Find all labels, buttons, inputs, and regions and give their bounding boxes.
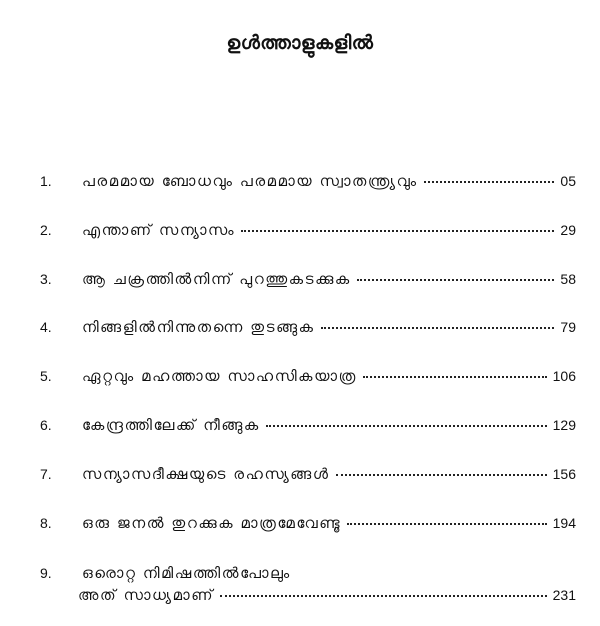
entry-title: എന്താണ് സന്യാസം [82,220,236,239]
entry-number: 8. [40,514,52,531]
page-title: ഉൾത്താളുകളിൽ [226,32,374,54]
dot-leader [336,474,547,476]
toc-entry[interactable] [40,221,576,270]
entry-title-line1: ഒരൊറ്റ നിമിഷത്തിൽപോലും [82,564,291,583]
toc-entry[interactable] [40,318,576,367]
entry-page-number: 129 [552,416,576,433]
toc-entry[interactable] [40,367,576,416]
entry-number: 4. [40,319,52,336]
entry-page-number: 79 [560,319,576,336]
entry-title: പരമമായ ബോധവും പരമമായ സ്വാതന്ത്ര്യവും [82,172,418,190]
toc-entry[interactable] [40,562,576,620]
entry-title-block [78,562,576,606]
entry-number: 7. [40,465,52,482]
entry-title-line2-row [78,584,576,606]
entry-page-number: 156 [552,465,576,482]
entry-number: 6. [40,416,52,433]
entry-title: നിങ്ങളിൽനിന്നുതന്നെ തുടങ്ങുക [82,318,315,337]
table-of-contents [40,172,576,620]
toc-entry[interactable] [40,172,576,221]
entry-number: 3. [40,270,52,287]
toc-entry[interactable] [40,416,576,465]
dot-leader [347,523,547,525]
toc-entry[interactable] [40,514,576,563]
entry-number: 1. [40,173,52,189]
dot-leader [357,279,555,281]
entry-title: ആ ചക്രത്തിൽനിന്ന് പുറത്തുകടക്കുക [82,269,351,288]
entry-title-line2: അത് സാധ്യമാണ് [78,586,215,605]
dot-leader [220,595,547,597]
entry-number: 9. [40,565,52,582]
entry-title: ഏറ്റവും മഹത്തായ സാഹസികയാത്ര [82,367,357,386]
toc-entry[interactable] [40,465,576,514]
entry-page-number: 106 [552,368,576,385]
entry-title: കേന്ദ്രത്തിലേക്ക് നീങ്ങുക [82,415,260,434]
dot-leader [241,230,554,232]
entry-number: 5. [40,368,52,385]
entry-title: സന്യാസദീക്ഷയുടെ രഹസ്യങ്ങൾ [82,464,330,483]
entry-title: ഒരു ജനൽ തുറക്കുക മാത്രമേവേണ്ടൂ [82,513,342,532]
dot-leader [363,376,547,378]
entry-page-number: 58 [560,270,576,287]
dot-leader [321,327,555,329]
entry-number: 2. [40,221,52,238]
entry-page-number: 05 [560,173,576,189]
entry-page-number: 29 [560,221,576,238]
entry-page-number: 231 [552,587,576,604]
toc-entry[interactable] [40,270,576,319]
dot-leader [424,181,555,183]
entry-page-number: 194 [552,514,576,531]
dot-leader [266,425,547,427]
